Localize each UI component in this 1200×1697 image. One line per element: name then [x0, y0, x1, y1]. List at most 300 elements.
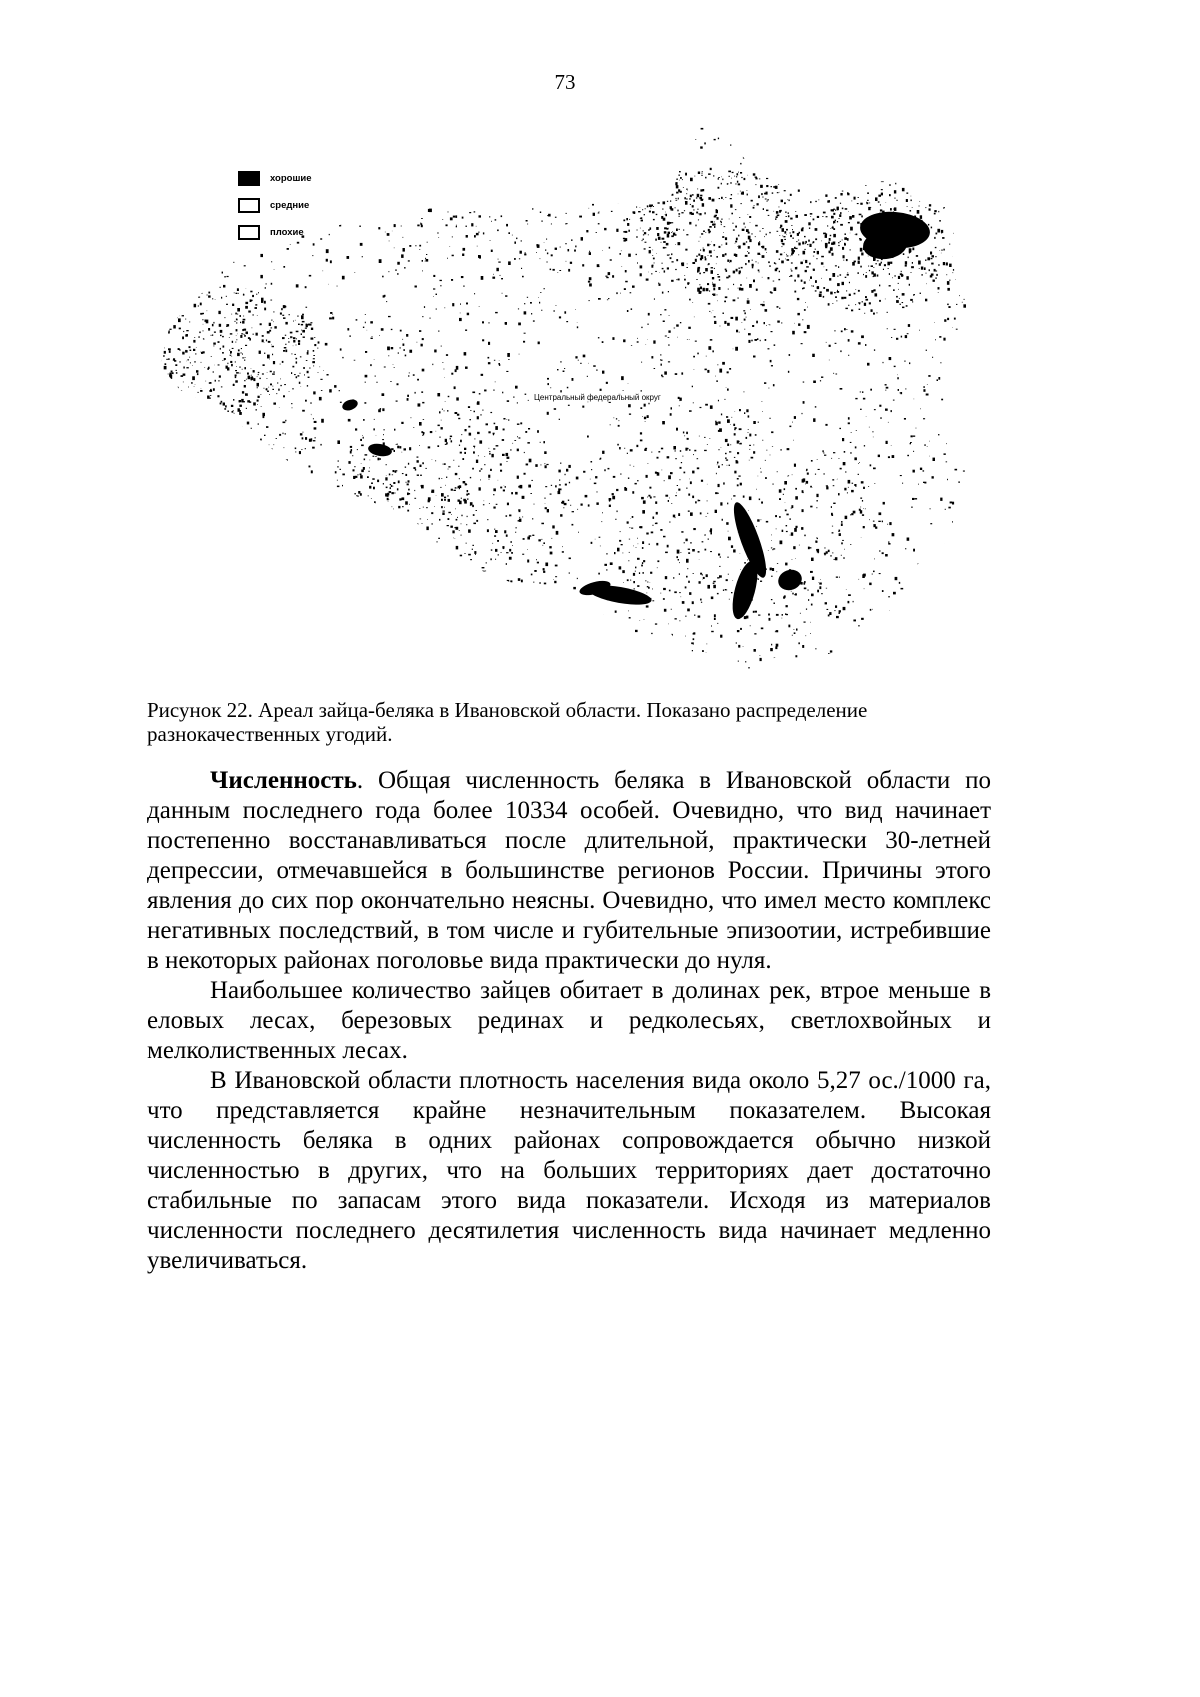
map-speckle [156, 138, 157, 139]
map-speckle [860, 507, 861, 508]
map-speckle [545, 507, 547, 509]
map-speckle [419, 249, 420, 250]
map-speckle [187, 359, 189, 360]
map-speckle [160, 240, 162, 242]
map-speckle [569, 558, 571, 560]
map-speckle [210, 398, 211, 399]
map-speckle [220, 556, 221, 557]
map-speckle [934, 182, 935, 183]
map-speckle [213, 234, 214, 235]
map-speckle [731, 499, 732, 500]
map-speckle [753, 207, 755, 209]
map-speckle [257, 550, 260, 554]
map-speckle [730, 182, 731, 184]
map-speckle [633, 125, 636, 128]
map-speckle [541, 310, 542, 311]
map-speckle [514, 242, 516, 244]
map-speckle [437, 233, 439, 234]
map-speckle [660, 529, 662, 531]
map-speckle [194, 377, 195, 378]
map-speckle [631, 528, 633, 529]
map-speckle [204, 465, 206, 467]
map-speckle [741, 288, 744, 291]
map-speckle [166, 402, 167, 403]
map-speckle [858, 342, 861, 344]
map-speckle [163, 403, 165, 405]
map-speckle [597, 152, 599, 153]
map-speckle [508, 261, 511, 265]
map-speckle [361, 525, 363, 529]
map-speckle [260, 439, 262, 441]
map-speckle [394, 150, 396, 152]
map-speckle [646, 279, 649, 281]
map-speckle [686, 576, 688, 578]
map-speckle [886, 387, 889, 389]
map-speckle [301, 449, 302, 450]
map-speckle [730, 144, 731, 145]
map-speckle [489, 453, 490, 455]
map-speckle [214, 456, 216, 457]
map-speckle [370, 169, 372, 171]
map-speckle [869, 144, 871, 147]
map-speckle [862, 391, 863, 393]
map-speckle [570, 262, 571, 263]
map-speckle [539, 302, 540, 304]
map-speckle [832, 514, 834, 516]
map-speckle [778, 279, 780, 280]
map-speckle [242, 427, 243, 428]
map-speckle [536, 559, 537, 560]
map-speckle [400, 330, 402, 332]
map-speckle [277, 383, 278, 384]
map-speckle [678, 513, 680, 516]
map-speckle [565, 474, 566, 475]
map-speckle [569, 137, 571, 139]
map-speckle [623, 231, 626, 232]
map-speckle [818, 582, 819, 583]
map-speckle [169, 134, 170, 136]
map-speckle [196, 523, 197, 525]
map-speckle [719, 246, 721, 248]
map-speckle [676, 185, 679, 188]
map-speckle [235, 375, 237, 377]
map-speckle [600, 172, 603, 175]
map-speckle [203, 324, 204, 325]
map-speckle [355, 428, 357, 430]
map-speckle [675, 198, 676, 199]
map-speckle [845, 208, 848, 210]
map-speckle [451, 489, 453, 491]
map-speckle [285, 459, 288, 462]
map-speckle [923, 110, 925, 113]
map-speckle [224, 317, 225, 318]
map-speckle [158, 338, 161, 342]
map-speckle [507, 667, 510, 670]
map-speckle [194, 442, 195, 443]
map-speckle [270, 384, 272, 386]
map-speckle [894, 275, 896, 276]
map-speckle [818, 139, 819, 140]
map-speckle [555, 248, 557, 250]
map-speckle [687, 264, 688, 265]
map-speckle [299, 373, 300, 374]
map-speckle [382, 515, 385, 519]
map-speckle [870, 389, 872, 391]
map-speckle [785, 613, 786, 615]
map-speckle [784, 252, 785, 253]
map-speckle [408, 260, 410, 261]
map-speckle [338, 565, 339, 567]
map-speckle [704, 212, 705, 214]
map-speckle [600, 389, 602, 391]
map-speckle [466, 111, 468, 112]
map-speckle [472, 625, 473, 626]
map-speckle [889, 610, 890, 612]
map-speckle [684, 436, 685, 437]
map-speckle [173, 127, 175, 128]
map-speckle [738, 476, 740, 477]
map-speckle [177, 317, 178, 318]
map-speckle [632, 286, 635, 288]
map-speckle [671, 407, 673, 409]
map-speckle [640, 228, 641, 229]
map-speckle [768, 348, 770, 349]
map-speckle [709, 311, 710, 312]
map-speckle [893, 592, 896, 595]
map-speckle [740, 628, 742, 630]
map-speckle [460, 535, 461, 536]
map-speckle [698, 254, 700, 256]
map-speckle [722, 254, 724, 257]
map-speckle [671, 634, 673, 637]
map-speckle [908, 257, 909, 259]
map-speckle [703, 577, 705, 579]
map-speckle [710, 528, 712, 530]
map-speckle [619, 566, 622, 569]
map-speckle [258, 500, 259, 501]
map-speckle [805, 243, 806, 244]
map-speckle [895, 672, 897, 676]
map-speckle [829, 251, 831, 254]
map-speckle [260, 394, 261, 395]
map-speckle [667, 201, 668, 202]
map-speckle [541, 523, 544, 525]
map-speckle [747, 300, 750, 304]
map-speckle [160, 359, 162, 361]
map-speckle [956, 329, 958, 330]
map-habitat-patch [367, 442, 393, 458]
map-speckle [680, 467, 682, 469]
map-speckle [470, 502, 473, 505]
map-speckle [676, 259, 678, 261]
map-speckle [197, 373, 199, 375]
map-speckle [765, 339, 767, 341]
map-speckle [434, 350, 436, 353]
map-speckle [963, 304, 966, 307]
map-speckle [524, 311, 527, 314]
map-speckle [805, 270, 807, 272]
map-speckle [684, 472, 686, 474]
map-speckle [843, 255, 845, 258]
map-speckle [914, 399, 915, 400]
map-speckle [439, 519, 440, 521]
map-speckle [916, 428, 917, 429]
map-speckle [578, 120, 580, 121]
map-speckle [349, 526, 350, 527]
map-speckle [652, 250, 653, 251]
map-speckle [662, 263, 663, 264]
map-speckle [904, 361, 905, 362]
map-speckle [887, 262, 890, 266]
map-speckle [946, 461, 948, 462]
map-speckle [693, 454, 694, 455]
map-speckle [776, 630, 778, 632]
map-speckle [570, 505, 571, 506]
map-speckle [418, 622, 419, 624]
map-speckle [701, 233, 703, 235]
map-speckle [677, 210, 678, 212]
map-speckle [338, 514, 339, 515]
map-speckle [768, 215, 770, 216]
map-speckle [171, 675, 174, 678]
map-speckle [572, 511, 574, 512]
map-speckle [519, 258, 520, 259]
map-speckle [211, 159, 213, 160]
map-speckle [207, 471, 208, 472]
map-speckle [445, 402, 446, 403]
map-speckle [439, 411, 441, 413]
map-speckle [806, 609, 807, 610]
map-speckle [759, 272, 760, 273]
map-speckle [984, 580, 985, 581]
map-speckle [744, 562, 746, 564]
map-speckle [946, 650, 948, 653]
map-speckle [174, 197, 175, 198]
map-speckle [181, 427, 183, 428]
map-speckle [755, 145, 757, 147]
map-speckle [390, 381, 392, 382]
map-speckle [284, 447, 285, 448]
map-speckle [714, 316, 716, 318]
map-speckle [863, 487, 865, 489]
map-speckle [780, 225, 782, 227]
map-speckle [185, 424, 186, 425]
map-speckle [414, 498, 416, 499]
map-speckle [566, 261, 567, 262]
map-speckle [299, 382, 301, 384]
map-speckle [740, 553, 741, 554]
map-speckle [191, 409, 193, 411]
map-speckle [382, 408, 384, 411]
map-speckle [835, 220, 836, 221]
map-speckle [189, 346, 191, 348]
map-speckle [762, 304, 765, 306]
map-speckle [929, 509, 930, 510]
map-speckle [188, 295, 190, 297]
map-speckle [753, 451, 755, 454]
map-speckle [186, 496, 189, 498]
map-speckle [306, 307, 308, 308]
map-speckle [421, 194, 424, 197]
map-speckle [236, 372, 239, 374]
map-speckle [726, 387, 727, 388]
map-speckle [196, 412, 198, 415]
map-speckle [718, 178, 719, 179]
map-speckle [978, 525, 979, 527]
map-speckle [242, 391, 244, 393]
map-speckle [285, 420, 286, 422]
map-speckle [398, 659, 400, 661]
map-speckle [383, 552, 384, 554]
map-speckle [790, 535, 791, 536]
map-speckle [253, 334, 254, 335]
map-speckle [733, 284, 734, 285]
map-speckle [418, 623, 420, 625]
map-speckle [964, 299, 965, 300]
map-speckle [444, 189, 445, 190]
map-speckle [858, 257, 860, 260]
map-speckle [525, 201, 526, 202]
map-speckle [868, 266, 869, 267]
map-speckle [539, 582, 540, 584]
map-speckle [550, 269, 552, 271]
map-speckle [371, 336, 372, 337]
map-speckle [657, 522, 658, 523]
map-speckle [621, 627, 623, 630]
map-speckle [634, 588, 635, 589]
map-speckle [919, 206, 920, 207]
map-speckle [446, 187, 448, 189]
map-speckle [849, 282, 850, 283]
map-speckle [699, 197, 702, 199]
legend-item-poor [238, 219, 312, 246]
map-speckle [775, 646, 777, 649]
map-speckle [610, 562, 613, 565]
map-speckle [697, 194, 700, 197]
map-speckle [223, 166, 225, 167]
map-speckle [354, 272, 355, 273]
map-speckle [705, 369, 707, 371]
map-speckle [873, 431, 874, 432]
map-speckle [165, 385, 167, 388]
map-speckle [305, 400, 307, 402]
map-speckle [697, 268, 700, 272]
map-speckle [170, 460, 173, 464]
map-speckle [409, 447, 411, 450]
map-speckle [678, 198, 679, 200]
map-speckle [262, 413, 265, 416]
map-speckle [282, 511, 284, 514]
map-speckle [444, 307, 445, 308]
map-speckle [687, 438, 689, 440]
map-speckle [644, 417, 646, 420]
map-speckle [363, 419, 365, 421]
map-speckle [450, 217, 453, 220]
map-speckle [692, 302, 693, 303]
map-speckle [459, 485, 462, 488]
map-speckle [365, 555, 367, 558]
map-speckle [440, 642, 441, 643]
map-speckle [391, 329, 393, 330]
map-speckle [491, 549, 493, 550]
map-speckle [401, 452, 402, 453]
map-speckle [762, 440, 763, 441]
map-speckle [874, 483, 875, 484]
map-speckle [481, 414, 482, 416]
map-speckle [948, 306, 950, 308]
map-speckle [450, 643, 452, 646]
map-speckle [344, 144, 345, 145]
map-speckle [193, 557, 194, 558]
map-speckle [740, 483, 742, 486]
map-speckle [534, 668, 536, 671]
map-speckle [757, 519, 759, 521]
map-speckle [506, 167, 509, 169]
map-speckle [175, 395, 176, 396]
map-speckle [904, 150, 905, 151]
map-speckle [239, 670, 240, 671]
map-speckle [746, 278, 747, 279]
map-speckle [697, 188, 698, 189]
map-speckle [180, 415, 182, 417]
map-speckle [675, 182, 677, 185]
map-speckle [279, 458, 281, 460]
map-speckle [680, 552, 681, 553]
map-speckle [825, 424, 827, 426]
map-speckle [435, 460, 436, 461]
map-speckle [747, 251, 748, 252]
map-speckle [784, 231, 786, 234]
map-speckle [261, 537, 264, 540]
map-speckle [587, 436, 589, 438]
map-speckle [535, 191, 537, 192]
map-speckle [386, 487, 388, 489]
map-speckle [293, 346, 294, 347]
map-speckle [656, 227, 659, 230]
map-speckle [293, 337, 296, 339]
map-speckle [165, 119, 166, 120]
map-speckle [213, 206, 215, 208]
map-speckle [679, 398, 681, 401]
map-speckle [412, 548, 413, 549]
map-speckle [885, 409, 888, 411]
map-speckle [438, 538, 440, 539]
map-speckle [825, 235, 827, 238]
map-speckle [165, 271, 166, 273]
map-speckle [676, 324, 679, 326]
map-speckle [729, 176, 730, 177]
map-speckle [879, 550, 880, 551]
map-speckle [390, 649, 391, 650]
map-speckle [894, 165, 895, 166]
map-speckle [665, 336, 667, 337]
map-speckle [928, 122, 931, 124]
map-speckle [878, 156, 881, 159]
map-speckle [666, 132, 667, 134]
map-speckle [325, 343, 328, 346]
map-speckle [384, 367, 386, 368]
map-speckle [727, 419, 730, 423]
map-speckle [673, 515, 675, 518]
map-speckle [986, 515, 988, 517]
map-speckle [789, 426, 791, 428]
map-speckle [459, 445, 460, 446]
map-speckle [926, 284, 927, 285]
map-speckle [875, 160, 876, 161]
map-speckle [704, 450, 707, 451]
map-speckle [213, 346, 214, 347]
map-speckle [751, 340, 752, 342]
